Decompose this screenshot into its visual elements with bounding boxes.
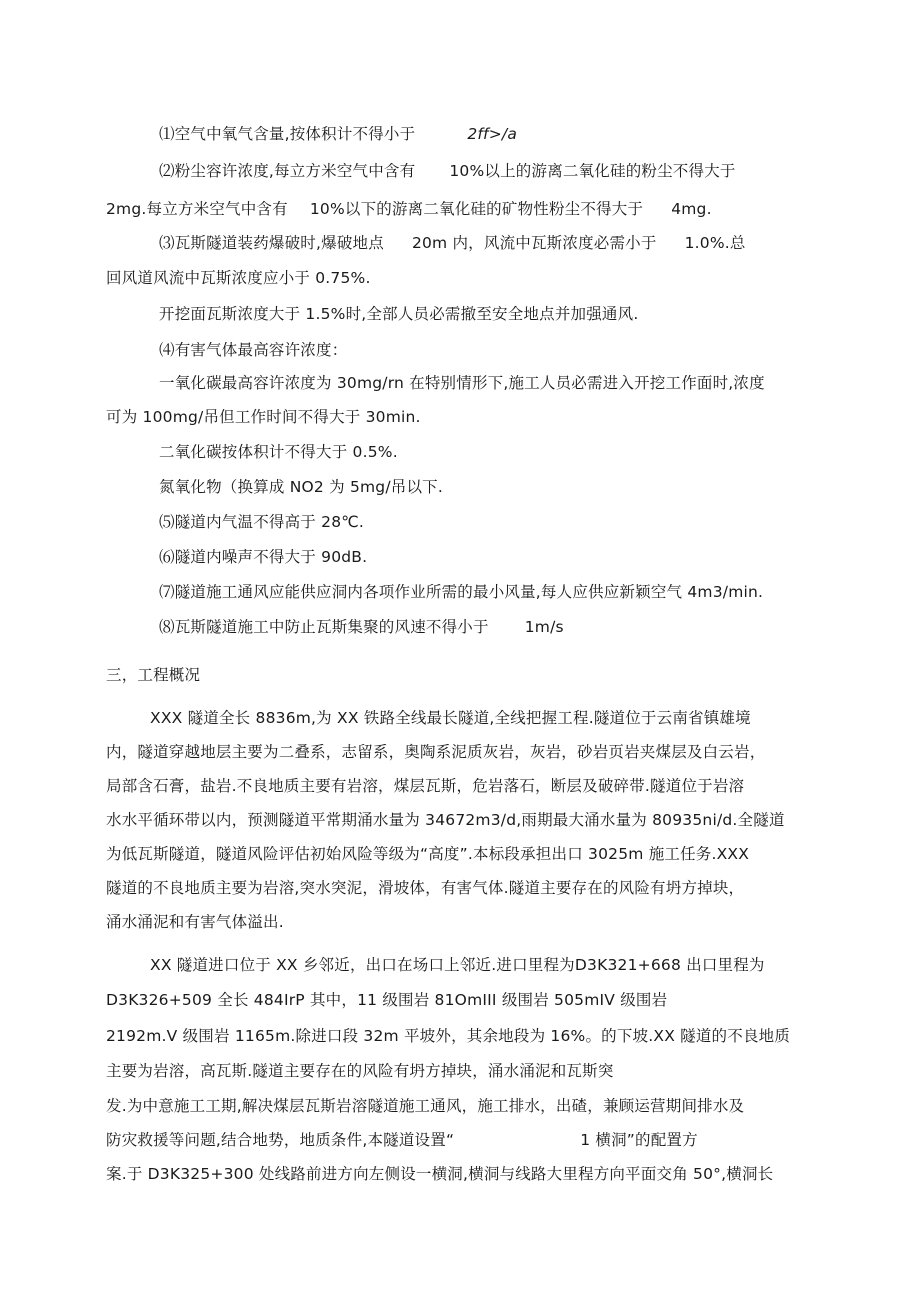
co-line-1: 一氧化碳最高容许浓度为 30mg∕rn 在特别情形下,施工人员必需进入开挖工作面时,浓度 — [159, 374, 765, 392]
face-gas-line: 开挖面瓦斯浓度大于 1.5%时,全部人员必需撤至安全地点并加强通风. — [159, 305, 639, 323]
p1-line-2: 内，隧道穿越地层主要为二叠系，志留系，奥陶系泥质灰岩，灰岩，砂岩页岩夹煤层及白云岩， — [106, 743, 766, 761]
p2-line-6-b: 1 横洞”的配置方 — [580, 1131, 698, 1149]
p2-line-2: D3K326+509 全长 484IrP 其中，11 级围岩 81OmIII 级围岩 505mIV 级围岩 — [106, 991, 668, 1009]
p1-line-1: XXX 隧道全长 8836m,为 XX 铁路全线最长隧道,全线把握工程.隧道位于云南省镇雄境 — [150, 709, 751, 727]
p1-line-7: 涌水涌泥和有害气体溢出. — [106, 913, 284, 931]
p2-line-1: XX 隧道进口位于 XX 乡邻近，出口在场口上邻近.进口里程为D3K321+668 出口里程为 — [150, 956, 765, 974]
req8-value: 1m∕s — [524, 618, 564, 636]
p1-line-4: 水水平循环带以内，预测隧道平常期涌水量为 34672m3∕d,雨期最大涌水量为 80935ni∕d.全隧道 — [106, 811, 785, 829]
p1-line-3: 局部含石膏，盐岩.不良地质主要有岩溶，煤层瓦斯，危岩落石，断层及破碎带.隧道位于岩溶 — [106, 777, 745, 795]
req2-tail: 10%以上的游离二氧化硅的粉尘不得大于 — [449, 162, 736, 180]
req2-part-a: 2mg.每立方米空气中含有 — [106, 200, 288, 218]
p2-line-3: 2192m.V 级围岩 1165m.除进口段 32m 平坡外，其余地段为 16%。的下坡.XX 隧道的不良地质 — [106, 1027, 791, 1045]
co-line-2: 可为 100mg/吊但工作时间不得大于 30min. — [106, 408, 421, 426]
section-heading: 三，工程概况 — [106, 666, 201, 684]
p1-line-6: 隧道的不良地质主要为岩溶,突水突泥，滑坡体，有害气体.隧道主要存在的风险有坍方掉块， — [106, 879, 745, 897]
req6-line: ⑹隧道内噪声不得大于 90dB. — [159, 548, 368, 566]
co2-line: 二氧化碳按体积计不得大于 0.5%. — [159, 443, 398, 461]
req5-line: ⑸隧道内气温不得高于 28℃. — [159, 513, 364, 531]
req3-part-c: 1.0%.总 — [684, 234, 746, 252]
req8-text: ⑻瓦斯隧道施工中防止瓦斯集聚的风速不得小于 — [159, 618, 489, 636]
p2-line-7: 案.于 D3K325+300 处线路前进方向左侧设一横洞,横洞与线路大里程方向平面交角 50°,横洞长 — [106, 1165, 774, 1183]
req3-part-a: ⑶瓦斯隧道装药爆破时,爆破地点 — [159, 234, 384, 252]
req2-part-c: 4mg. — [671, 200, 712, 218]
req2-line-2 — [106, 199, 712, 219]
p2-line-6 — [106, 1130, 698, 1150]
p2-line-5: 发.为中意施工工期,解决煤层瓦斯岩溶隧道施工通风，施工排水，出碴，兼顾运营期间排水及 — [106, 1097, 745, 1115]
req3-part-b: 20m 内，风流中瓦斯浓度必需小于 — [411, 234, 657, 252]
nox-line: 氮氧化物（换算成 NO2 为 5mg∕吊以下. — [159, 478, 443, 496]
req8-line — [159, 617, 564, 637]
req1-line — [159, 124, 517, 144]
req3-line-2: 回风道风流中瓦斯浓度应小于 0.75%. — [106, 269, 371, 287]
p1-line-5: 为低瓦斯隧道，隧道风险评估初始风险等级为“高度”.本标段承担出口 3025m 施工任务.XXX — [106, 845, 750, 863]
p2-line-6-a: 防灾救援等问题,结合地势，地质条件,本隧道设置“ — [106, 1131, 455, 1149]
req2-text: ⑵粉尘容许浓度,每立方米空气中含有 — [159, 162, 416, 180]
req2-line-1 — [159, 161, 736, 181]
p2-line-4: 主要为岩溶，高瓦斯.隧道主要存在的风险有坍方掉块，涌水涌泥和瓦斯突 — [106, 1062, 614, 1080]
req1-text: ⑴空气中氧气含量,按体积计不得小于 — [159, 125, 416, 143]
req2-part-b: 10%以下的游离二氧化硅的矿物性粉尘不得大于 — [309, 200, 644, 218]
req4-line: ⑷有害气体最高容许浓度： — [159, 341, 348, 359]
req3-line-1 — [159, 233, 746, 253]
req7-line: ⑺隧道施工通风应能供应洞内各项作业所需的最小风量,每人应供应新颖空气 4m3∕min. — [159, 583, 764, 601]
req1-value: 2ff>/a — [467, 125, 518, 143]
